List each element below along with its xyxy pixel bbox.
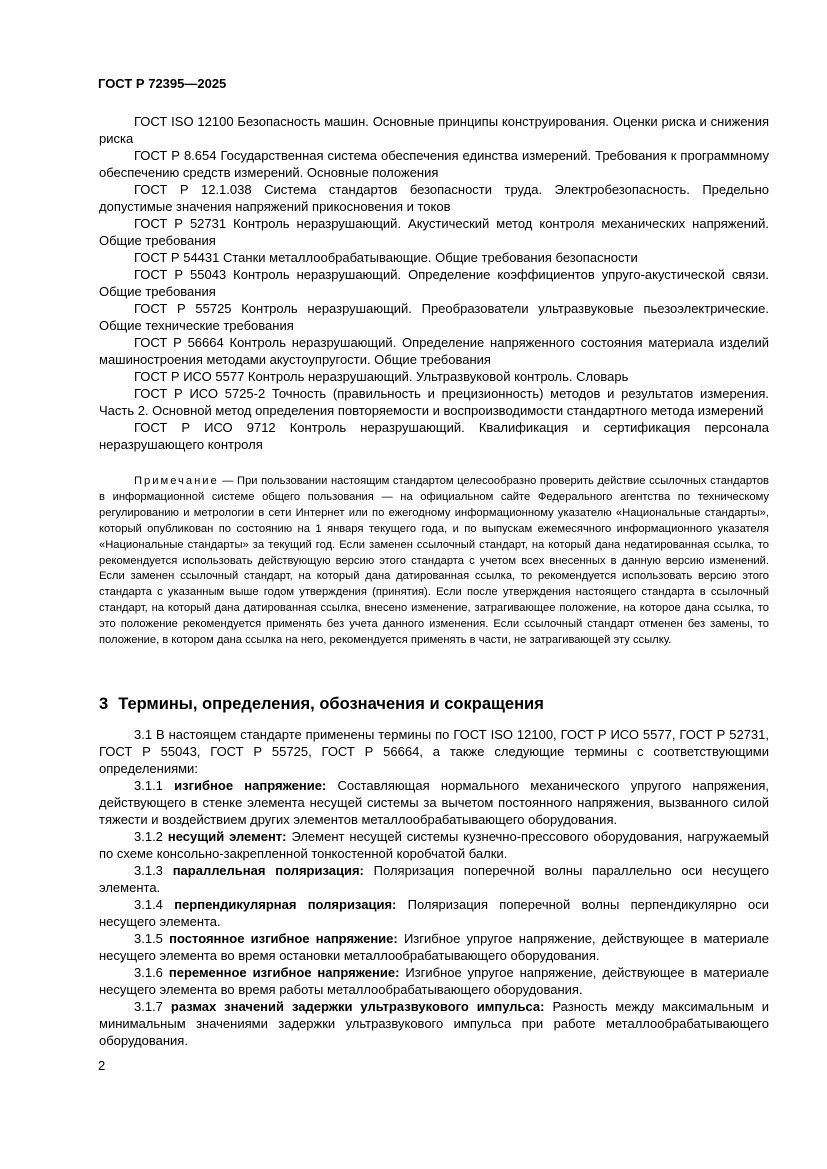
section-heading — [99, 695, 554, 714]
term-entry — [99, 777, 769, 828]
term-entry — [99, 862, 769, 896]
term-name: параллельная поляризация: — [172, 863, 364, 878]
term-name: постоянное изгибное напряжение: — [169, 931, 398, 946]
reference-item: ГОСТ Р ИСО 5725-2 Точность (правильность и прецизионность) методов и результатов измерения. Часть 2. Основной метод определения повторяемости и воспроизводимости стандартного метода измерений — [99, 386, 769, 418]
section-intro: 3.1 В настоящем стандарте применены термины по ГОСТ ISO 12100, ГОСТ Р ИСО 5577, ГОСТ Р 52731, ГОСТ Р 55043, ГОСТ Р 55725, ГОСТ Р 56664, а также следующие термины с соответствующими определениями: — [99, 727, 769, 776]
note-text: — При пользовании настоящим стандартом целесообразно проверить действие ссылочных стандартов в информационной системе общего пользования — на официальном сайте Федерального агентства по техническому регулированию и метрологии в сети Интернет или по ежегодному информационному указателю «Национальные стандарты», который опубликован по состоянию на 1 января текущего года, и по выпускам ежемесячного информационного указателя «Национальные стандарты» за текущий год. Если заменен ссылочный стандарт, на который дана недатированная ссылка, то рекомендуется использовать действующую версию этого стандарта с учетом всех внесенных в данную версию изменений. Если заменен ссылочный стандарт, на который дана датированная ссылка, то рекомендуется использовать версию этого стандарта с указанным выше годом утверждения (принятия). Если после утверждения настоящего стандарта в ссылочный стандарт, на который дана датированная ссылка, внесено изменение, затрагивающее положение, на которое дана ссылка, то это положение рекомендуется применять без учета данного изменения. Если ссылочный стандарт отменен без замены, то положение, в котором дана ссылка на него, рекомендуется применять в части, не затрагивающей эту ссылку. — [99, 475, 769, 647]
term-name: несущий элемент: — [167, 829, 287, 844]
term-definition: Элемент несущей системы кузнечно-прессового оборудования, нагружаемый по схеме консольно-закрепленной тонкостенной коробчатой балки. — [99, 829, 769, 861]
page-number: 2 — [98, 1058, 106, 1073]
term-entry — [99, 828, 769, 862]
term-definition: Разность между максимальным и минимальным значениями задержки ультразвукового импульса при работе металлообрабатывающего оборудования. — [99, 999, 769, 1048]
term-name: перпендикулярная поляризация: — [174, 897, 397, 912]
term-entry — [99, 930, 769, 964]
section-title-text: Термины, определения, обозначения и сокращения — [118, 695, 544, 713]
reference-item: ГОСТ Р 55043 Контроль неразрушающий. Определение коэффициентов упруго-акустической связи. Общие требования — [99, 267, 769, 299]
section-number: 3 — [99, 695, 109, 713]
term-entry — [99, 964, 769, 998]
reference-item: ГОСТ Р ИСО 5577 Контроль неразрушающий. Ультразвуковой контроль. Словарь — [134, 369, 629, 384]
term-definition: Изгибное упругое напряжение, действующее в материале несущего элемента во время работы металлообрабатывающего оборудования. — [99, 965, 769, 997]
term-definition: Поляризация поперечной волны параллельно оси несущего элемента. — [99, 863, 770, 895]
term-number: 3.1.3 — [134, 863, 163, 878]
term-definition: Поляризация поперечной волны перпендикулярно оси несущего элемента. — [99, 897, 769, 929]
reference-item: ГОСТ Р ИСО 9712 Контроль неразрушающий. Квалификация и сертификация персонала неразрушающего контроля — [99, 420, 769, 452]
reference-item: ГОСТ Р 54431 Станки металлообрабатывающие. Общие требования безопасности — [134, 250, 638, 265]
note-label: Примечание — [134, 475, 219, 487]
note-paragraph — [99, 474, 769, 649]
reference-item: ГОСТ Р 56664 Контроль неразрушающий. Определение напряженного состояния материала изделий машиностроения методами акустоупругости. Общие требования — [99, 335, 769, 367]
reference-item: ГОСТ Р 8.654 Государственная система обеспечения единства измерений. Требования к программному обеспечению средств измерений. Основные положения — [99, 148, 769, 180]
term-number: 3.1.6 — [134, 965, 163, 980]
term-number: 3.1.5 — [134, 931, 163, 946]
references-list — [99, 113, 769, 453]
term-number: 3.1.1 — [134, 778, 163, 793]
reference-item: ГОСТ Р 52731 Контроль неразрушающий. Акустический метод контроля механических напряжений. Общие требования — [99, 216, 769, 248]
term-entry — [99, 896, 769, 930]
document-header: ГОСТ Р 72395—2025 — [98, 76, 227, 91]
reference-item: ГОСТ Р 12.1.038 Система стандартов безопасности труда. Электробезопасность. Предельно допустимые значения напряжений прикосновения и токов — [99, 182, 769, 214]
reference-item: ГОСТ ISO 12100 Безопасность машин. Основные принципы конструирования. Оценки риска и снижения риска — [99, 114, 769, 146]
term-entry — [99, 998, 769, 1049]
terms-section — [99, 726, 769, 1049]
term-number: 3.1.2 — [134, 829, 163, 844]
term-definition: Изгибное упругое напряжение, действующее в материале несущего элемента во время остановки металлообрабатывающего оборудования. — [99, 931, 769, 963]
reference-item: ГОСТ Р 55725 Контроль неразрушающий. Преобразователи ультразвуковые пьезоэлектрические. Общие технические требования — [99, 301, 769, 333]
term-definition: Составляющая нормального механического упругого напряжения, действующего в стенке элемента несущей системы за вычетом постоянного напряжения, вызванного силой тяжести и воздействием других элементов металлообрабатывающего оборудования. — [99, 778, 769, 827]
term-name: переменное изгибное напряжение: — [168, 965, 400, 980]
term-number: 3.1.4 — [134, 897, 163, 912]
term-name: размах значений задержки ультразвукового импульса: — [170, 999, 545, 1014]
term-number: 3.1.7 — [134, 999, 163, 1014]
term-name: изгибное напряжение: — [174, 778, 327, 793]
